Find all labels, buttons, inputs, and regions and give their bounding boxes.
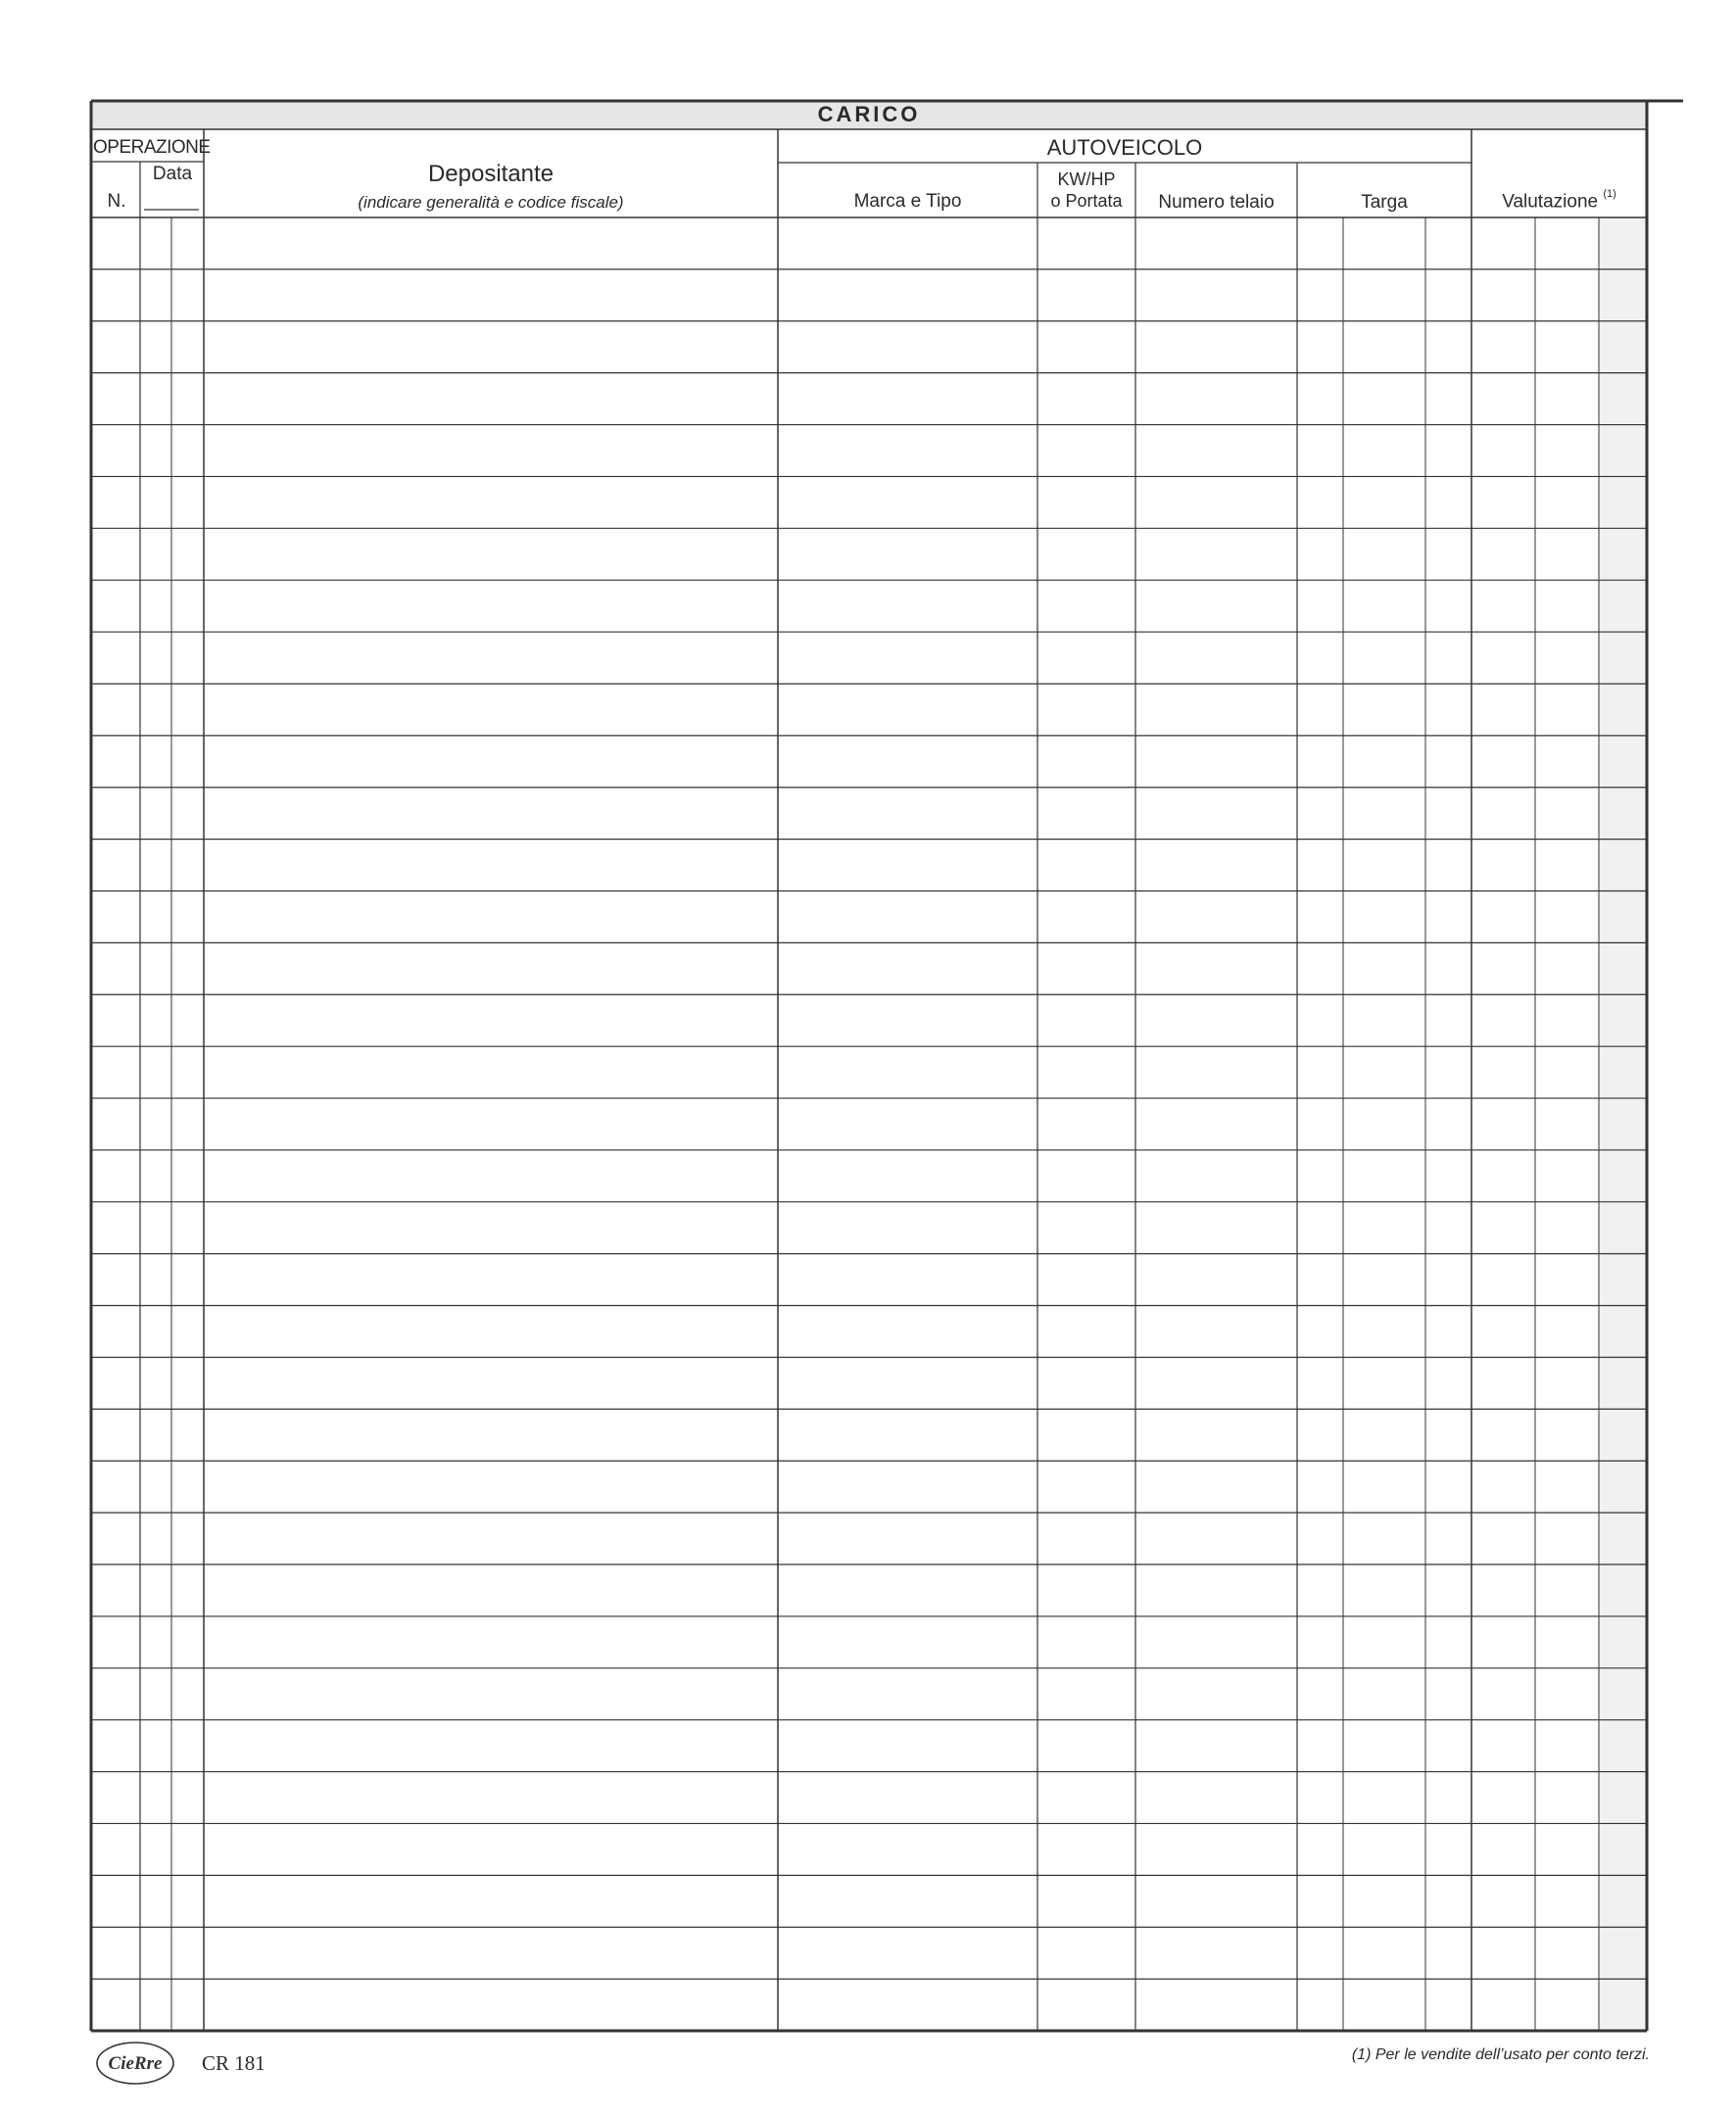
footnote-ref: (1)	[1603, 188, 1616, 200]
targa-header: Targa	[1361, 192, 1408, 213]
valutazione-header	[1471, 188, 1647, 213]
cierre-logo	[95, 2041, 175, 2086]
data-header: Data	[152, 164, 193, 184]
form-code: CR 181	[202, 2051, 265, 2075]
footnote: (1) Per le vendite dell’usato per conto terzi.	[1351, 2046, 1650, 2063]
operazione-header: OPERAZIONE	[93, 137, 211, 158]
numero-header: N.	[107, 191, 126, 212]
depositante-header: Depositante	[427, 161, 555, 187]
logo-text: CieRre	[108, 2053, 163, 2074]
numero-telaio-header: Numero telaio	[1158, 192, 1275, 213]
portata-header: o Portata	[1050, 191, 1123, 211]
marca-tipo-header: Marca e Tipo	[853, 191, 962, 212]
valutazione-label: Valutazione	[1502, 191, 1599, 213]
autoveicolo-header: AUTOVEICOLO	[1046, 135, 1203, 160]
shaded-column	[1599, 217, 1647, 2031]
kw-hp-header: KW/HP	[1057, 169, 1116, 189]
section-title: CARICO	[817, 102, 921, 126]
depositante-note: (indicare generalità e codice fiscale)	[358, 193, 624, 212]
